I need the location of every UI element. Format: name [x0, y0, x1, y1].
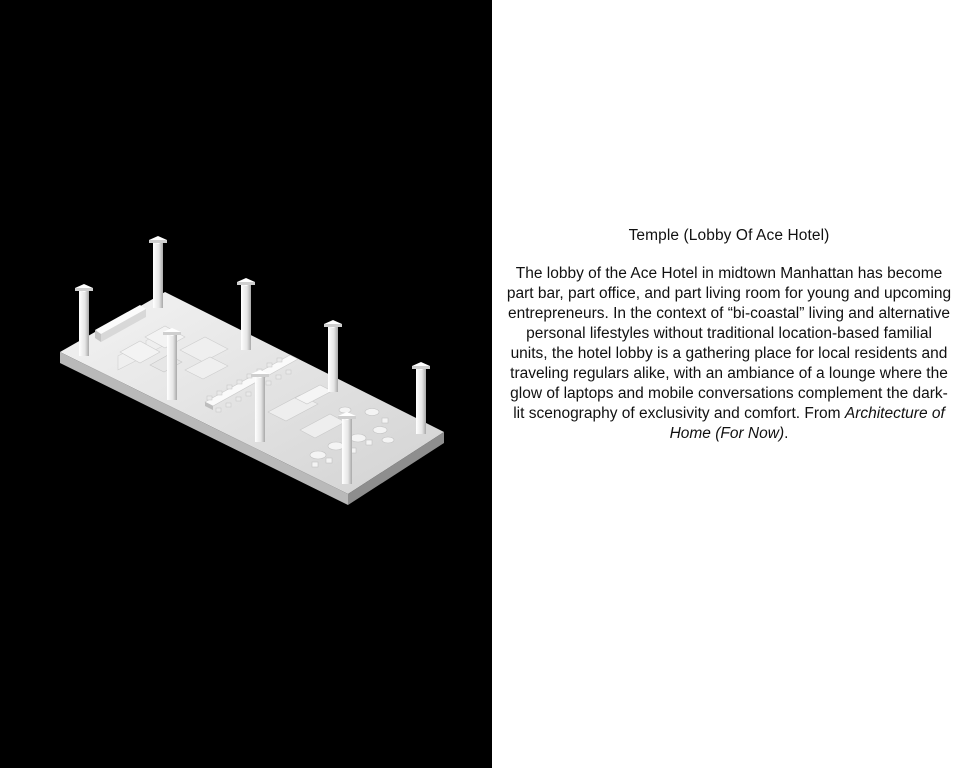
caption-title: Temple (Lobby Of Ace Hotel) [628, 227, 830, 244]
caption-body-text: The lobby of the Ace Hotel in midtown Manhattan has become part bar, part office, and part living room for young and upcoming entrepreneurs. In the context of “bi-coastal” living and alternative personal lifestyles without traditional location-based familial units, the hotel lobby is a gathering place for local residents and traveling regulars alike, with an ambiance of a lounge where the glow of laptops and mobile conversations complement the dark-lit scenography of exclusivity and comfort. From [506, 265, 952, 422]
caption-body [506, 264, 952, 444]
caption-source-end: . [784, 425, 789, 442]
caption-source-title: Architecture of Home (For Now) [669, 405, 945, 442]
caption [506, 226, 952, 444]
caption-panel [492, 0, 960, 768]
